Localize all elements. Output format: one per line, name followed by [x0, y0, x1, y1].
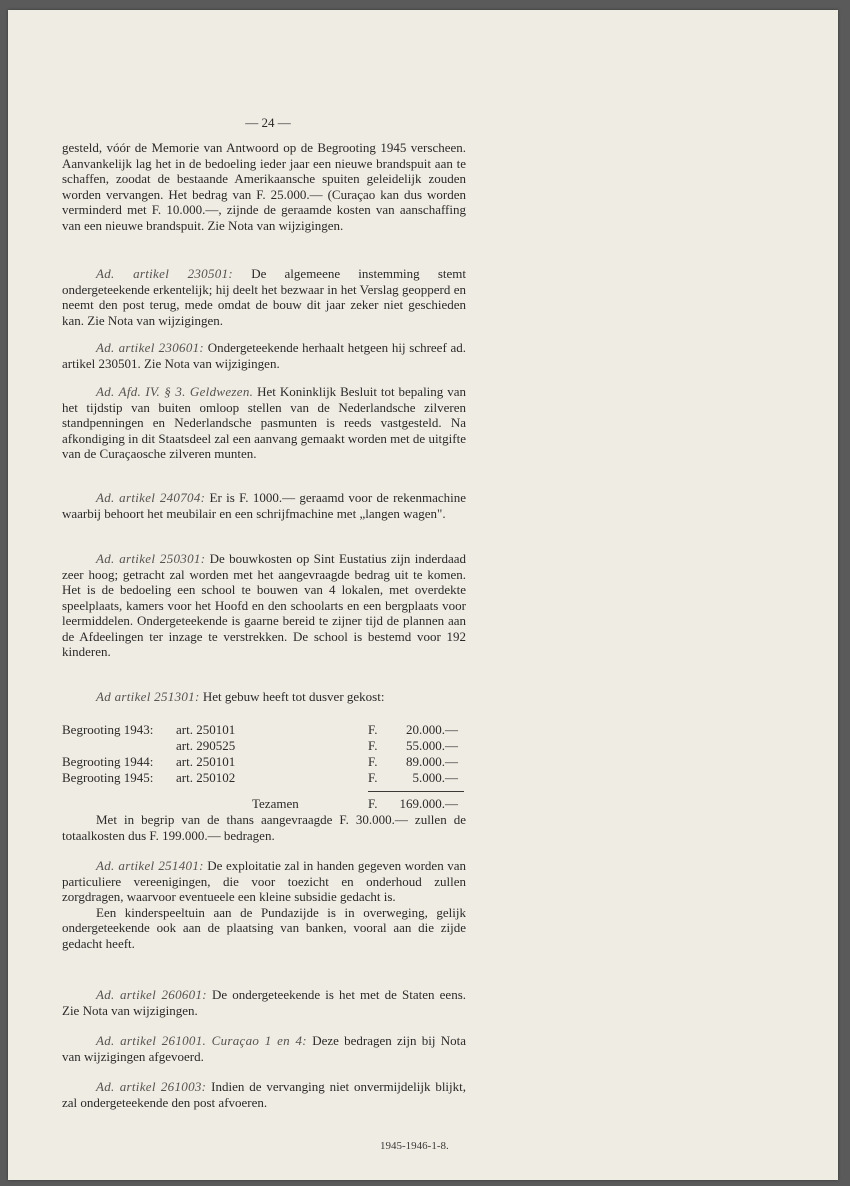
- article-label: Ad. artikel 230601:: [96, 340, 205, 355]
- paragraph-text: Indien de vervanging niet onvermijdelijk blijkt, zal ondergeteekende den post afvoeren.: [62, 1079, 467, 1110]
- currency: F.: [368, 722, 378, 737]
- paragraph-geldwezen: [62, 384, 466, 462]
- article-label: Ad. Afd. IV. § 3. Geldwezen.: [96, 384, 254, 399]
- article-number: art. 250102: [176, 770, 236, 785]
- currency: F.: [368, 754, 378, 769]
- amount: 89.000.—: [406, 754, 458, 769]
- article-number: art. 250101: [176, 722, 236, 737]
- amount: 20.000.—: [406, 722, 458, 737]
- amount: 5.000.—: [412, 770, 458, 785]
- page-number: — 24 —: [245, 115, 291, 130]
- paragraph-text: De algemeene instemming stemt ondergeteekende erkentelijk; hij deelt het bezwaar in het Verslag geopperd en neemt den post terug, mede omdat de bouw dit jaar zeker niet geschieden kan. Zie Nota van wijzigingen.: [62, 266, 467, 328]
- article-label: Ad. artikel 261003:: [96, 1079, 207, 1094]
- cost-table-row: [62, 770, 466, 786]
- paragraph-text: Een kinderspeeltuin aan de Pundazijde is in overweging, gelijk ondergeteekende ook aan de plaatsing van banken, vooral aan die zijde gedacht heeft.: [62, 904, 466, 951]
- currency: F.: [368, 738, 378, 753]
- paragraph-230501: [62, 266, 466, 328]
- total-row: [62, 796, 466, 812]
- paragraph-261001: [62, 1033, 466, 1064]
- paragraph-text: Ondergeteekende herhaalt hetgeen hij schreef ad. artikel 230501. Zie Nota van wijzigingen.: [62, 340, 466, 371]
- paragraph-251301: [62, 689, 466, 705]
- cost-table-row: [62, 722, 466, 738]
- budget-year: Begrooting 1943:: [62, 722, 154, 737]
- paragraph-240704: [62, 490, 466, 521]
- article-label: Ad. artikel 250301:: [96, 551, 206, 566]
- article-label: Ad. artikel 261001. Curaçao 1 en 4:: [96, 1033, 307, 1048]
- cost-table-row: [62, 738, 466, 754]
- total-label: Tezamen: [252, 796, 299, 811]
- total-amount: 169.000.—: [399, 796, 458, 811]
- budget-year: Begrooting 1945:: [62, 770, 154, 785]
- paragraph-251401: [62, 858, 466, 951]
- article-label: Ad. artikel 260601:: [96, 987, 207, 1002]
- paragraph-260601: [62, 987, 466, 1018]
- paragraph-text: Deze bedragen zijn bij Nota van wijzigingen afgevoerd.: [62, 1033, 467, 1064]
- article-number: art. 250101: [176, 754, 236, 769]
- cost-table-row: [62, 754, 466, 770]
- budget-year: Begrooting 1944:: [62, 754, 154, 769]
- print-code-footer: 1945-1946-1-8.: [380, 1140, 449, 1152]
- amount: 55.000.—: [406, 738, 458, 753]
- paragraph-230601: [62, 340, 466, 371]
- paragraph-text: Het gebuw heeft tot dusver gekost:: [202, 689, 385, 704]
- currency: F.: [368, 796, 378, 811]
- paragraph-text: Het Koninklijk Besluit tot bepaling van het tijdstip van buiten omloop stellen van de Nederlandsche zilveren standpenningen en Nederlandsche pasmunten is reeds vastgesteld. Na afkondiging in dit Staatsdeel zal een aanvang gemaakt worden met de uitgifte van de Curaçaosche zilveren munten.: [62, 384, 466, 461]
- paragraph-text: De ondergeteekende is het met de Staten eens. Zie Nota van wijzigingen.: [62, 987, 467, 1018]
- paragraph-text: Er is F. 1000.— geraamd voor de rekenmachine waarbij behoort het meubilair en een schrijfmachine met „langen wagen".: [62, 490, 466, 521]
- paragraph-261003: [62, 1079, 466, 1110]
- article-label: Ad. artikel 230501:: [96, 266, 234, 281]
- sum-rule: [368, 791, 464, 792]
- article-number: art. 290525: [176, 738, 236, 753]
- paragraph-text: Met in begrip van de thans aangevraagde F. 30.000.— zullen de totaalkosten dus F. 199.000.— bedragen.: [62, 812, 466, 843]
- paragraph-totaalkosten: [62, 812, 466, 843]
- paragraph-text: De exploitatie zal in handen gegeven worden van particuliere vereenigingen, die voor toezicht en onderhoud zullen zorgdragen, waarvoor eventueele een kleine subsidie gedacht is.: [62, 858, 467, 904]
- article-label: Ad artikel 251301:: [96, 689, 200, 704]
- currency: F.: [368, 770, 378, 785]
- paragraph-250301: [62, 551, 466, 660]
- article-label: Ad. artikel 251401:: [96, 858, 204, 873]
- article-label: Ad. artikel 240704:: [96, 490, 206, 505]
- document-page: [8, 10, 838, 1180]
- paragraph-continuation: [62, 140, 466, 233]
- paragraph-text: gesteld, vóór de Memorie van Antwoord op de Begrooting 1945 verscheen. Aanvankelijk lag het in de bedoeling ieder jaar een nieuwe brandspuit aan te schaffen, zoodat de bestaande Amerikaansche spuiten geleidelijk zouden worden vervangen. Het bedrag van F. 25.000.— (Curaçao kan dus worden verminderd met F. 10.000.—, zijnde de geraamde kosten van aanschaffing van een nieuwe brandspuit. Zie Nota van wijzigingen.: [62, 140, 466, 233]
- paragraph-text: De bouwkosten op Sint Eustatius zijn inderdaad zeer hoog; getracht zal worden met het aangevraagde bedrag uit te komen. Het is de bedoeling een school te bouwen van 4 lokalen, met overdekte speelplaats, kamers voor het Hoofd en den schoolarts en een bergplaats voor leermiddelen. Ondergeteekende is gaarne bereid te zijner tijd de plannen aan de Afdeelingen ter inzage te verstrekken. De school is bestemd voor 192 kinderen.: [62, 551, 467, 659]
